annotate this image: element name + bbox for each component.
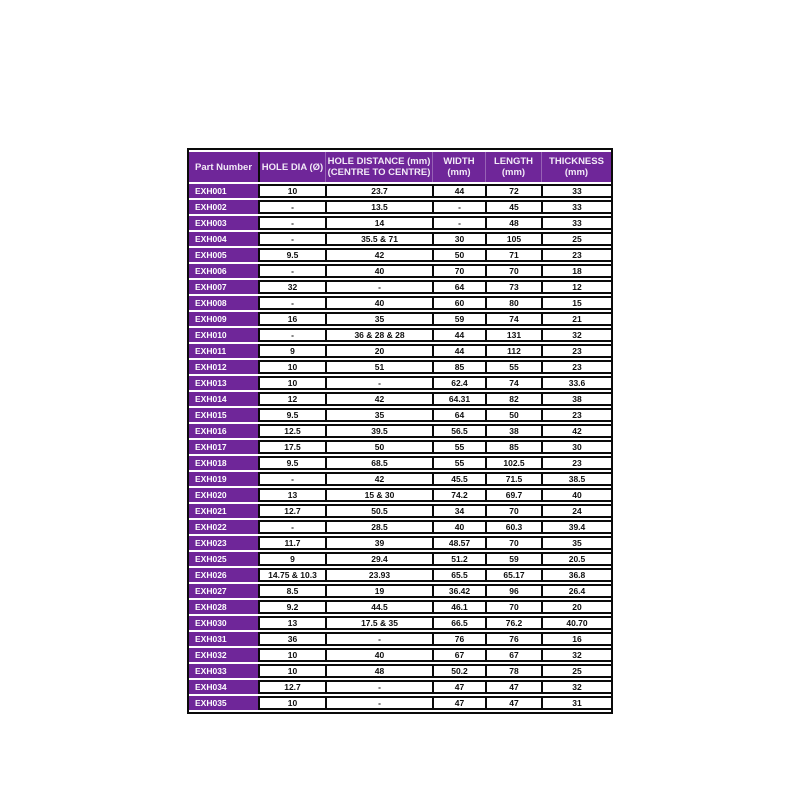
part-number-cell: EXH022 [189, 520, 258, 534]
thickness-cell: 20 [541, 600, 611, 614]
thickness-cell: 31 [541, 696, 611, 710]
thickness-cell: 32 [541, 648, 611, 662]
length-cell: 48 [485, 216, 541, 230]
part-number-cell: EXH006 [189, 264, 258, 278]
hole-distance-cell: 51 [325, 360, 432, 374]
thickness-cell: 36.8 [541, 568, 611, 582]
thickness-cell: 38.5 [541, 472, 611, 486]
length-cell: 70 [485, 536, 541, 550]
width-cell: 47 [432, 680, 485, 694]
table-row [189, 664, 611, 678]
width-cell: 67 [432, 648, 485, 662]
thickness-cell: 20.5 [541, 552, 611, 566]
width-cell: 40 [432, 520, 485, 534]
table-row [189, 408, 611, 422]
hole-distance-cell: 35 [325, 408, 432, 422]
part-number-cell: EXH012 [189, 360, 258, 374]
thickness-cell: 15 [541, 296, 611, 310]
header-label: HOLE DISTANCE (mm) [327, 156, 431, 167]
width-cell: 64 [432, 408, 485, 422]
width-cell: 45.5 [432, 472, 485, 486]
length-cell: 69.7 [485, 488, 541, 502]
header-hole-dia [258, 152, 325, 182]
hole-distance-cell: 35.5 & 71 [325, 232, 432, 246]
width-cell: 56.5 [432, 424, 485, 438]
width-cell: 59 [432, 312, 485, 326]
table-row [189, 328, 611, 342]
width-cell: 51.2 [432, 552, 485, 566]
length-cell: 85 [485, 440, 541, 454]
hole-dia-cell: 10 [258, 360, 325, 374]
parts-spec-table [189, 150, 611, 712]
thickness-cell: 33 [541, 184, 611, 198]
width-cell: 66.5 [432, 616, 485, 630]
width-cell: 34 [432, 504, 485, 518]
length-cell: 38 [485, 424, 541, 438]
width-cell: - [432, 216, 485, 230]
width-cell: 47 [432, 696, 485, 710]
thickness-cell: 33 [541, 200, 611, 214]
table-row [189, 584, 611, 598]
hole-distance-cell: 42 [325, 472, 432, 486]
thickness-cell: 25 [541, 664, 611, 678]
hole-dia-cell: 36 [258, 632, 325, 646]
hole-distance-cell: 42 [325, 248, 432, 262]
table-row [189, 280, 611, 294]
table-body [189, 184, 611, 710]
width-cell: 50.2 [432, 664, 485, 678]
hole-dia-cell: 32 [258, 280, 325, 294]
length-cell: 105 [485, 232, 541, 246]
length-cell: 70 [485, 600, 541, 614]
part-number-cell: EXH023 [189, 536, 258, 550]
length-cell: 131 [485, 328, 541, 342]
part-number-cell: EXH021 [189, 504, 258, 518]
length-cell: 74 [485, 376, 541, 390]
part-number-cell: EXH001 [189, 184, 258, 198]
hole-distance-cell: 17.5 & 35 [325, 616, 432, 630]
thickness-cell: 25 [541, 232, 611, 246]
hole-dia-cell: 11.7 [258, 536, 325, 550]
width-cell: 74.2 [432, 488, 485, 502]
table-row [189, 360, 611, 374]
header-width [432, 152, 485, 182]
hole-distance-cell: 50 [325, 440, 432, 454]
length-cell: 74 [485, 312, 541, 326]
part-number-cell: EXH018 [189, 456, 258, 470]
hole-distance-cell: 39.5 [325, 424, 432, 438]
width-cell: 70 [432, 264, 485, 278]
thickness-cell: 23 [541, 360, 611, 374]
thickness-cell: 33 [541, 216, 611, 230]
part-number-cell: EXH028 [189, 600, 258, 614]
width-cell: 55 [432, 456, 485, 470]
width-cell: 44 [432, 184, 485, 198]
part-number-cell: EXH026 [189, 568, 258, 582]
hole-dia-cell: 9.5 [258, 408, 325, 422]
width-cell: 64.31 [432, 392, 485, 406]
width-cell: 55 [432, 440, 485, 454]
length-cell: 67 [485, 648, 541, 662]
part-number-cell: EXH008 [189, 296, 258, 310]
part-number-cell: EXH004 [189, 232, 258, 246]
hole-dia-cell: 13 [258, 488, 325, 502]
table-row [189, 536, 611, 550]
length-cell: 47 [485, 680, 541, 694]
length-cell: 70 [485, 264, 541, 278]
header-sublabel: (mm) [564, 167, 589, 178]
table-row [189, 568, 611, 582]
table-row [189, 680, 611, 694]
part-number-cell: EXH025 [189, 552, 258, 566]
hole-dia-cell: - [258, 200, 325, 214]
hole-dia-cell: 10 [258, 648, 325, 662]
hole-distance-cell: 20 [325, 344, 432, 358]
table-row [189, 648, 611, 662]
hole-dia-cell: 12.7 [258, 504, 325, 518]
length-cell: 82 [485, 392, 541, 406]
header-row [189, 152, 611, 182]
width-cell: 76 [432, 632, 485, 646]
hole-dia-cell: 12.5 [258, 424, 325, 438]
hole-distance-cell: 44.5 [325, 600, 432, 614]
part-number-cell: EXH015 [189, 408, 258, 422]
part-number-cell: EXH003 [189, 216, 258, 230]
length-cell: 60.3 [485, 520, 541, 534]
part-number-cell: EXH011 [189, 344, 258, 358]
hole-dia-cell: 10 [258, 664, 325, 678]
thickness-cell: 32 [541, 680, 611, 694]
hole-distance-cell: 40 [325, 264, 432, 278]
hole-dia-cell: 9.2 [258, 600, 325, 614]
hole-dia-cell: - [258, 296, 325, 310]
hole-dia-cell: - [258, 264, 325, 278]
table-row [189, 552, 611, 566]
table-row [189, 248, 611, 262]
hole-dia-cell: 12.7 [258, 680, 325, 694]
hole-dia-cell: 10 [258, 184, 325, 198]
table-row [189, 520, 611, 534]
hole-distance-cell: - [325, 376, 432, 390]
header-hole-distance [325, 152, 432, 182]
hole-distance-cell: 14 [325, 216, 432, 230]
thickness-cell: 35 [541, 536, 611, 550]
hole-dia-cell: 16 [258, 312, 325, 326]
part-number-cell: EXH020 [189, 488, 258, 502]
hole-distance-cell: 50.5 [325, 504, 432, 518]
hole-dia-cell: 12 [258, 392, 325, 406]
thickness-cell: 26.4 [541, 584, 611, 598]
part-number-cell: EXH014 [189, 392, 258, 406]
hole-distance-cell: 68.5 [325, 456, 432, 470]
hole-distance-cell: 40 [325, 648, 432, 662]
thickness-cell: 21 [541, 312, 611, 326]
hole-distance-cell: 39 [325, 536, 432, 550]
header-label: THICKNESS [549, 156, 604, 167]
hole-distance-cell: - [325, 680, 432, 694]
length-cell: 102.5 [485, 456, 541, 470]
table-row [189, 488, 611, 502]
thickness-cell: 16 [541, 632, 611, 646]
part-number-cell: EXH019 [189, 472, 258, 486]
length-cell: 70 [485, 504, 541, 518]
thickness-cell: 33.6 [541, 376, 611, 390]
table-row [189, 632, 611, 646]
part-number-cell: EXH013 [189, 376, 258, 390]
table-row [189, 232, 611, 246]
hole-distance-cell: 48 [325, 664, 432, 678]
length-cell: 59 [485, 552, 541, 566]
header-thickness [541, 152, 611, 182]
hole-dia-cell: - [258, 232, 325, 246]
hole-distance-cell: 19 [325, 584, 432, 598]
hole-distance-cell: 42 [325, 392, 432, 406]
hole-dia-cell: 17.5 [258, 440, 325, 454]
thickness-cell: 32 [541, 328, 611, 342]
hole-distance-cell: 35 [325, 312, 432, 326]
table-row [189, 216, 611, 230]
part-number-cell: EXH009 [189, 312, 258, 326]
part-number-cell: EXH016 [189, 424, 258, 438]
header-sublabel: (CENTRE TO CENTRE) [327, 167, 431, 178]
length-cell: 96 [485, 584, 541, 598]
table-row [189, 472, 611, 486]
table-row [189, 504, 611, 518]
thickness-cell: 24 [541, 504, 611, 518]
thickness-cell: 39.4 [541, 520, 611, 534]
part-number-cell: EXH031 [189, 632, 258, 646]
width-cell: 60 [432, 296, 485, 310]
hole-distance-cell: 29.4 [325, 552, 432, 566]
length-cell: 71 [485, 248, 541, 262]
part-number-cell: EXH010 [189, 328, 258, 342]
hole-distance-cell: 28.5 [325, 520, 432, 534]
part-number-cell: EXH005 [189, 248, 258, 262]
part-number-cell: EXH034 [189, 680, 258, 694]
table-row [189, 440, 611, 454]
header-sublabel: (mm) [501, 167, 526, 178]
hole-dia-cell: - [258, 472, 325, 486]
table-row [189, 312, 611, 326]
length-cell: 71.5 [485, 472, 541, 486]
hole-dia-cell: 10 [258, 376, 325, 390]
part-number-cell: EXH007 [189, 280, 258, 294]
width-cell: 36.42 [432, 584, 485, 598]
hole-distance-cell: 23.93 [325, 568, 432, 582]
table-row [189, 600, 611, 614]
hole-dia-cell: 9 [258, 344, 325, 358]
width-cell: 64 [432, 280, 485, 294]
thickness-cell: 23 [541, 248, 611, 262]
table-row [189, 696, 611, 710]
length-cell: 45 [485, 200, 541, 214]
parts-spec-table-container [187, 148, 613, 714]
hole-distance-cell: 40 [325, 296, 432, 310]
thickness-cell: 23 [541, 456, 611, 470]
table-row [189, 376, 611, 390]
part-number-cell: EXH002 [189, 200, 258, 214]
header-length [485, 152, 541, 182]
hole-distance-cell: 13.5 [325, 200, 432, 214]
width-cell: 46.1 [432, 600, 485, 614]
length-cell: 47 [485, 696, 541, 710]
length-cell: 65.17 [485, 568, 541, 582]
table-row [189, 616, 611, 630]
part-number-cell: EXH032 [189, 648, 258, 662]
length-cell: 55 [485, 360, 541, 374]
width-cell: - [432, 200, 485, 214]
hole-dia-cell: - [258, 216, 325, 230]
part-number-cell: EXH033 [189, 664, 258, 678]
header-label: WIDTH [443, 156, 475, 167]
hole-distance-cell: 15 & 30 [325, 488, 432, 502]
table-row [189, 264, 611, 278]
thickness-cell: 38 [541, 392, 611, 406]
length-cell: 112 [485, 344, 541, 358]
hole-distance-cell: - [325, 696, 432, 710]
hole-dia-cell: 9.5 [258, 248, 325, 262]
width-cell: 62.4 [432, 376, 485, 390]
width-cell: 48.57 [432, 536, 485, 550]
part-number-cell: EXH017 [189, 440, 258, 454]
hole-distance-cell: 36 & 28 & 28 [325, 328, 432, 342]
hole-dia-cell: 13 [258, 616, 325, 630]
thickness-cell: 40 [541, 488, 611, 502]
width-cell: 50 [432, 248, 485, 262]
hole-dia-cell: 9 [258, 552, 325, 566]
table-row [189, 392, 611, 406]
thickness-cell: 23 [541, 408, 611, 422]
hole-distance-cell: - [325, 280, 432, 294]
table-row [189, 456, 611, 470]
thickness-cell: 30 [541, 440, 611, 454]
header-label: Part Number [195, 161, 253, 173]
table-row [189, 424, 611, 438]
thickness-cell: 40.70 [541, 616, 611, 630]
length-cell: 72 [485, 184, 541, 198]
hole-dia-cell: 8.5 [258, 584, 325, 598]
width-cell: 65.5 [432, 568, 485, 582]
header-part-number [189, 152, 258, 182]
thickness-cell: 42 [541, 424, 611, 438]
hole-dia-cell: 9.5 [258, 456, 325, 470]
table-row [189, 344, 611, 358]
length-cell: 80 [485, 296, 541, 310]
table-row [189, 296, 611, 310]
thickness-cell: 12 [541, 280, 611, 294]
hole-dia-cell: 14.75 & 10.3 [258, 568, 325, 582]
length-cell: 50 [485, 408, 541, 422]
hole-distance-cell: 23.7 [325, 184, 432, 198]
header-label: HOLE DIA (Ø) [261, 161, 324, 173]
length-cell: 76 [485, 632, 541, 646]
part-number-cell: EXH030 [189, 616, 258, 630]
thickness-cell: 23 [541, 344, 611, 358]
hole-dia-cell: - [258, 328, 325, 342]
part-number-cell: EXH035 [189, 696, 258, 710]
width-cell: 85 [432, 360, 485, 374]
length-cell: 76.2 [485, 616, 541, 630]
table-row [189, 200, 611, 214]
table-header [189, 152, 611, 182]
width-cell: 44 [432, 328, 485, 342]
hole-distance-cell: - [325, 632, 432, 646]
width-cell: 30 [432, 232, 485, 246]
table-row [189, 184, 611, 198]
header-label: LENGTH [493, 156, 534, 167]
thickness-cell: 18 [541, 264, 611, 278]
part-number-cell: EXH027 [189, 584, 258, 598]
length-cell: 78 [485, 664, 541, 678]
hole-dia-cell: 10 [258, 696, 325, 710]
hole-dia-cell: - [258, 520, 325, 534]
header-sublabel: (mm) [447, 167, 471, 178]
length-cell: 73 [485, 280, 541, 294]
width-cell: 44 [432, 344, 485, 358]
